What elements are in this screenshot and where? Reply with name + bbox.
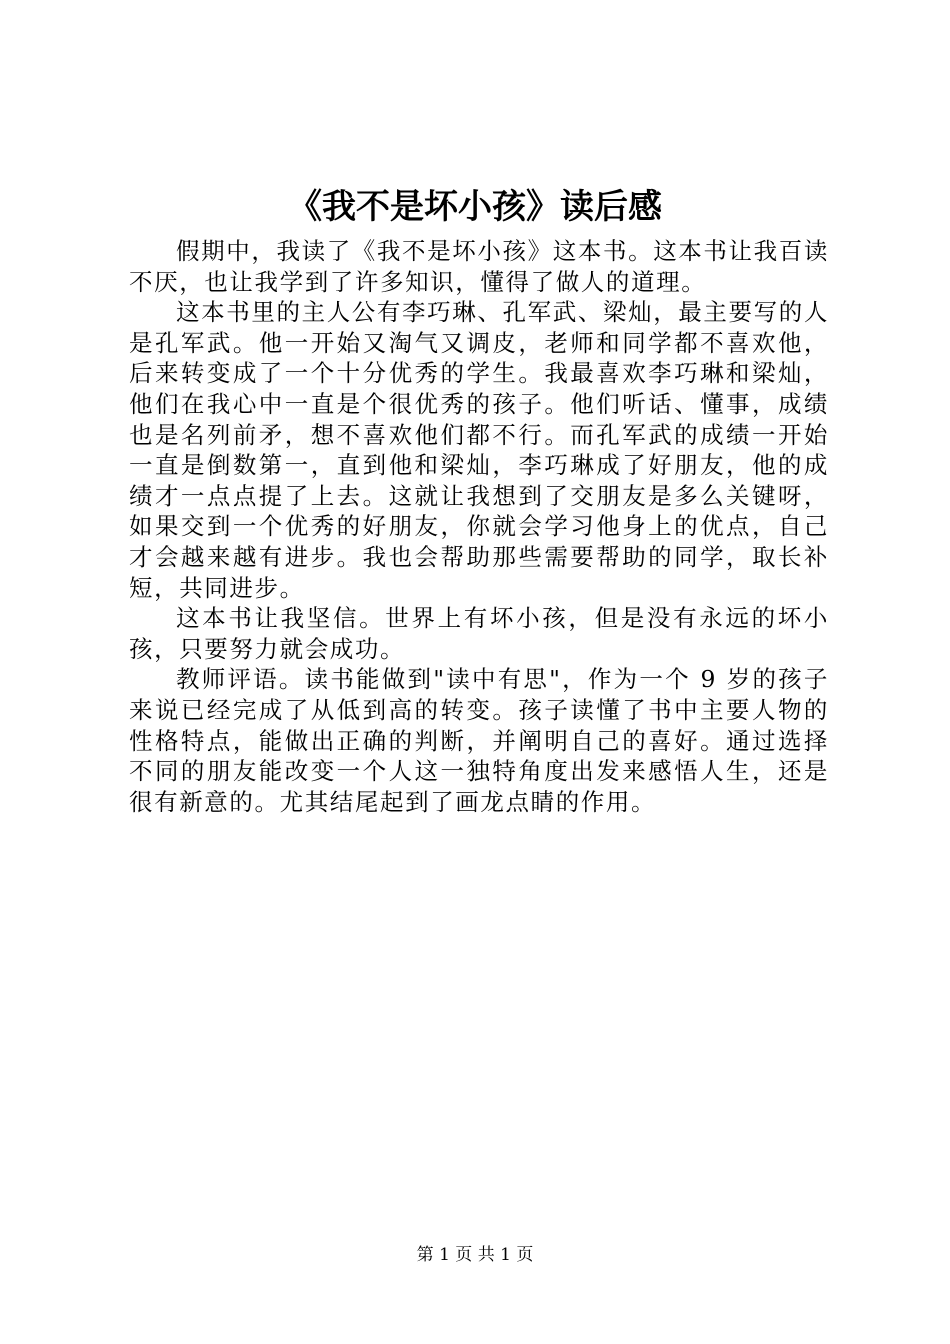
paragraph-intro: 假期中，我读了《我不是坏小孩》这本书。这本书让我百读不厌，也让我学到了许多知识，懂得了做人的道理。	[129, 237, 829, 296]
page-number-footer: 第 1 页 共 1 页	[416, 1245, 534, 1265]
paragraph-belief: 这本书让我坚信。世界上有坏小孩，但是没有永远的坏小孩，只要努力就会成功。	[129, 604, 829, 663]
paragraph-teacher-comment: 教师评语。读书能做到"读中有思"，作为一个 9 岁的孩子来说已经完成了从低到高的转变。孩子读懂了书中主要人物的性格特点，能做出正确的判断，并阐明自己的喜好。通过选择不同的朋友能改变一个人这一独特角度出发来感悟人生，还是很有新意的。尤其结尾起到了画龙点睛的作用。	[129, 665, 829, 816]
document-body	[129, 236, 829, 817]
document-title: 《我不是坏小孩》读后感	[288, 187, 662, 227]
paragraph-characters: 这本书里的主人公有李巧琳、孔军武、梁灿，最主要写的人是孔军武。他一开始又淘气又调皮，老师和同学都不喜欢他，后来转变成了一个十分优秀的学生。我最喜欢李巧琳和梁灿，他们在我心中一直是个很优秀的孩子。他们听话、懂事，成绩也是名列前矛，想不喜欢他们都不行。而孔军武的成绩一开始一直是倒数第一，直到他和梁灿，李巧琳成了好朋友，他的成绩才一点点提了上去。这就让我想到了交朋友是多么关键呀，如果交到一个优秀的好朋友，你就会学习他身上的优点，自己才会越来越有进步。我也会帮助那些需要帮助的同学，取长补短，共同进步。	[129, 298, 829, 602]
